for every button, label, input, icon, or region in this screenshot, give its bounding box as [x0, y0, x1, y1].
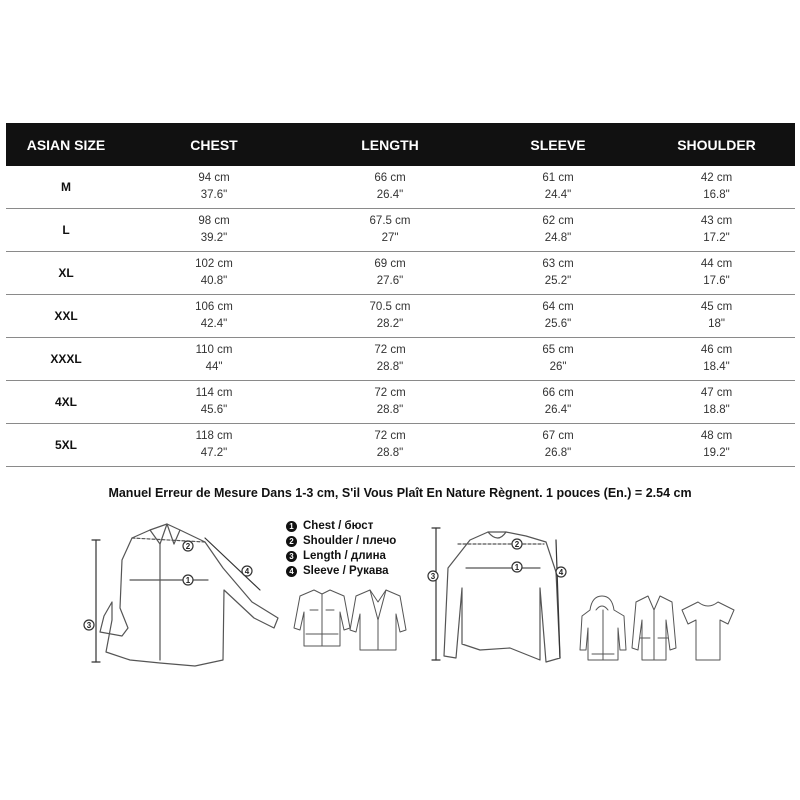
header-size: ASIAN SIZE — [6, 123, 126, 166]
header-shoulder: SHOULDER — [638, 123, 795, 166]
marker-1-icon — [512, 562, 522, 572]
sleeve-cell: 62 cm 24.8" — [478, 209, 638, 252]
legend-label: Length / длина — [303, 550, 386, 562]
svg-text:1: 1 — [185, 576, 191, 585]
svg-text:4: 4 — [558, 568, 564, 577]
sleeve-cell: 61 cm 24.4" — [478, 166, 638, 209]
size-cell: M — [6, 166, 126, 209]
marker-4-icon — [556, 567, 566, 577]
sleeve-cell: 65 cm 26" — [478, 338, 638, 381]
chest-cell: 106 cm 42.4" — [126, 295, 302, 338]
chest-cell: 102 cm 40.8" — [126, 252, 302, 295]
length-cell: 72 cm 28.8" — [302, 424, 478, 467]
garment-diagrams — [0, 510, 800, 680]
table-row — [6, 252, 795, 295]
header-chest: CHEST — [126, 123, 302, 166]
table-row — [6, 295, 795, 338]
chest-cell: 94 cm 37.6" — [126, 166, 302, 209]
size-cell: XXL — [6, 295, 126, 338]
table-row — [6, 338, 795, 381]
chest-cell: 110 cm 44" — [126, 338, 302, 381]
svg-text:1: 1 — [514, 563, 520, 572]
sleeve-cell: 64 cm 25.6" — [478, 295, 638, 338]
shoulder-cell: 47 cm 18.8" — [638, 381, 795, 424]
marker-2-icon — [512, 539, 522, 549]
chest-cell: 114 cm 45.6" — [126, 381, 302, 424]
svg-text:2: 2 — [514, 540, 520, 549]
length-cell: 67.5 cm 27" — [302, 209, 478, 252]
size-cell: XL — [6, 252, 126, 295]
svg-text:3: 3 — [430, 572, 436, 581]
size-cell: L — [6, 209, 126, 252]
sweater-measure-diagram — [432, 528, 560, 662]
legend-label: Chest / бюст — [303, 520, 374, 532]
marker-3-icon — [428, 571, 438, 581]
denim-jacket-icon — [294, 590, 350, 646]
measurement-note: Manuel Erreur de Mesure Dans 1-3 cm, S'il Vous Plaît En Nature Règnent. 1 pouces (En.) = 2.54 cm — [108, 486, 692, 500]
shoulder-cell: 42 cm 16.8" — [638, 166, 795, 209]
cardigan-icon — [632, 596, 676, 660]
number-badge: 1 — [286, 521, 297, 532]
length-cell: 69 cm 27.6" — [302, 252, 478, 295]
sleeve-cell: 67 cm 26.8" — [478, 424, 638, 467]
header-length: LENGTH — [302, 123, 478, 166]
chest-cell: 118 cm 47.2" — [126, 424, 302, 467]
number-badge: 4 — [286, 566, 297, 577]
table-row — [6, 166, 795, 209]
size-chart-table — [6, 123, 795, 467]
table-header-row — [6, 123, 795, 166]
length-cell: 66 cm 26.4" — [302, 166, 478, 209]
marker-3-icon — [84, 620, 94, 630]
number-badge: 3 — [286, 551, 297, 562]
sleeve-cell: 66 cm 26.4" — [478, 381, 638, 424]
size-cell: 4XL — [6, 381, 126, 424]
hoodie-icon — [580, 596, 626, 660]
size-cell: 5XL — [6, 424, 126, 467]
svg-text:4: 4 — [244, 567, 250, 576]
table-row — [6, 209, 795, 252]
number-badge: 2 — [286, 536, 297, 547]
legend-label: Shoulder / плечо — [303, 535, 397, 547]
header-sleeve: SLEEVE — [478, 123, 638, 166]
legend-label: Sleeve / Рукава — [303, 565, 389, 577]
marker-1-icon — [183, 575, 193, 585]
shoulder-cell: 44 cm 17.6" — [638, 252, 795, 295]
shoulder-cell: 45 cm 18" — [638, 295, 795, 338]
length-cell: 72 cm 28.8" — [302, 381, 478, 424]
svg-text:3: 3 — [86, 621, 92, 630]
shoulder-cell: 43 cm 17.2" — [638, 209, 795, 252]
length-cell: 72 cm 28.8" — [302, 338, 478, 381]
marker-2-icon — [183, 541, 193, 551]
blazer-icon — [350, 590, 406, 650]
size-cell: XXXL — [6, 338, 126, 381]
tshirt-icon — [682, 602, 734, 660]
sleeve-cell: 63 cm 25.2" — [478, 252, 638, 295]
table-row — [6, 424, 795, 467]
shoulder-cell: 46 cm 18.4" — [638, 338, 795, 381]
length-cell: 70.5 cm 28.2" — [302, 295, 478, 338]
svg-text:2: 2 — [185, 542, 191, 551]
table-row — [6, 381, 795, 424]
marker-4-icon — [242, 566, 252, 576]
shoulder-cell: 48 cm 19.2" — [638, 424, 795, 467]
chest-cell: 98 cm 39.2" — [126, 209, 302, 252]
